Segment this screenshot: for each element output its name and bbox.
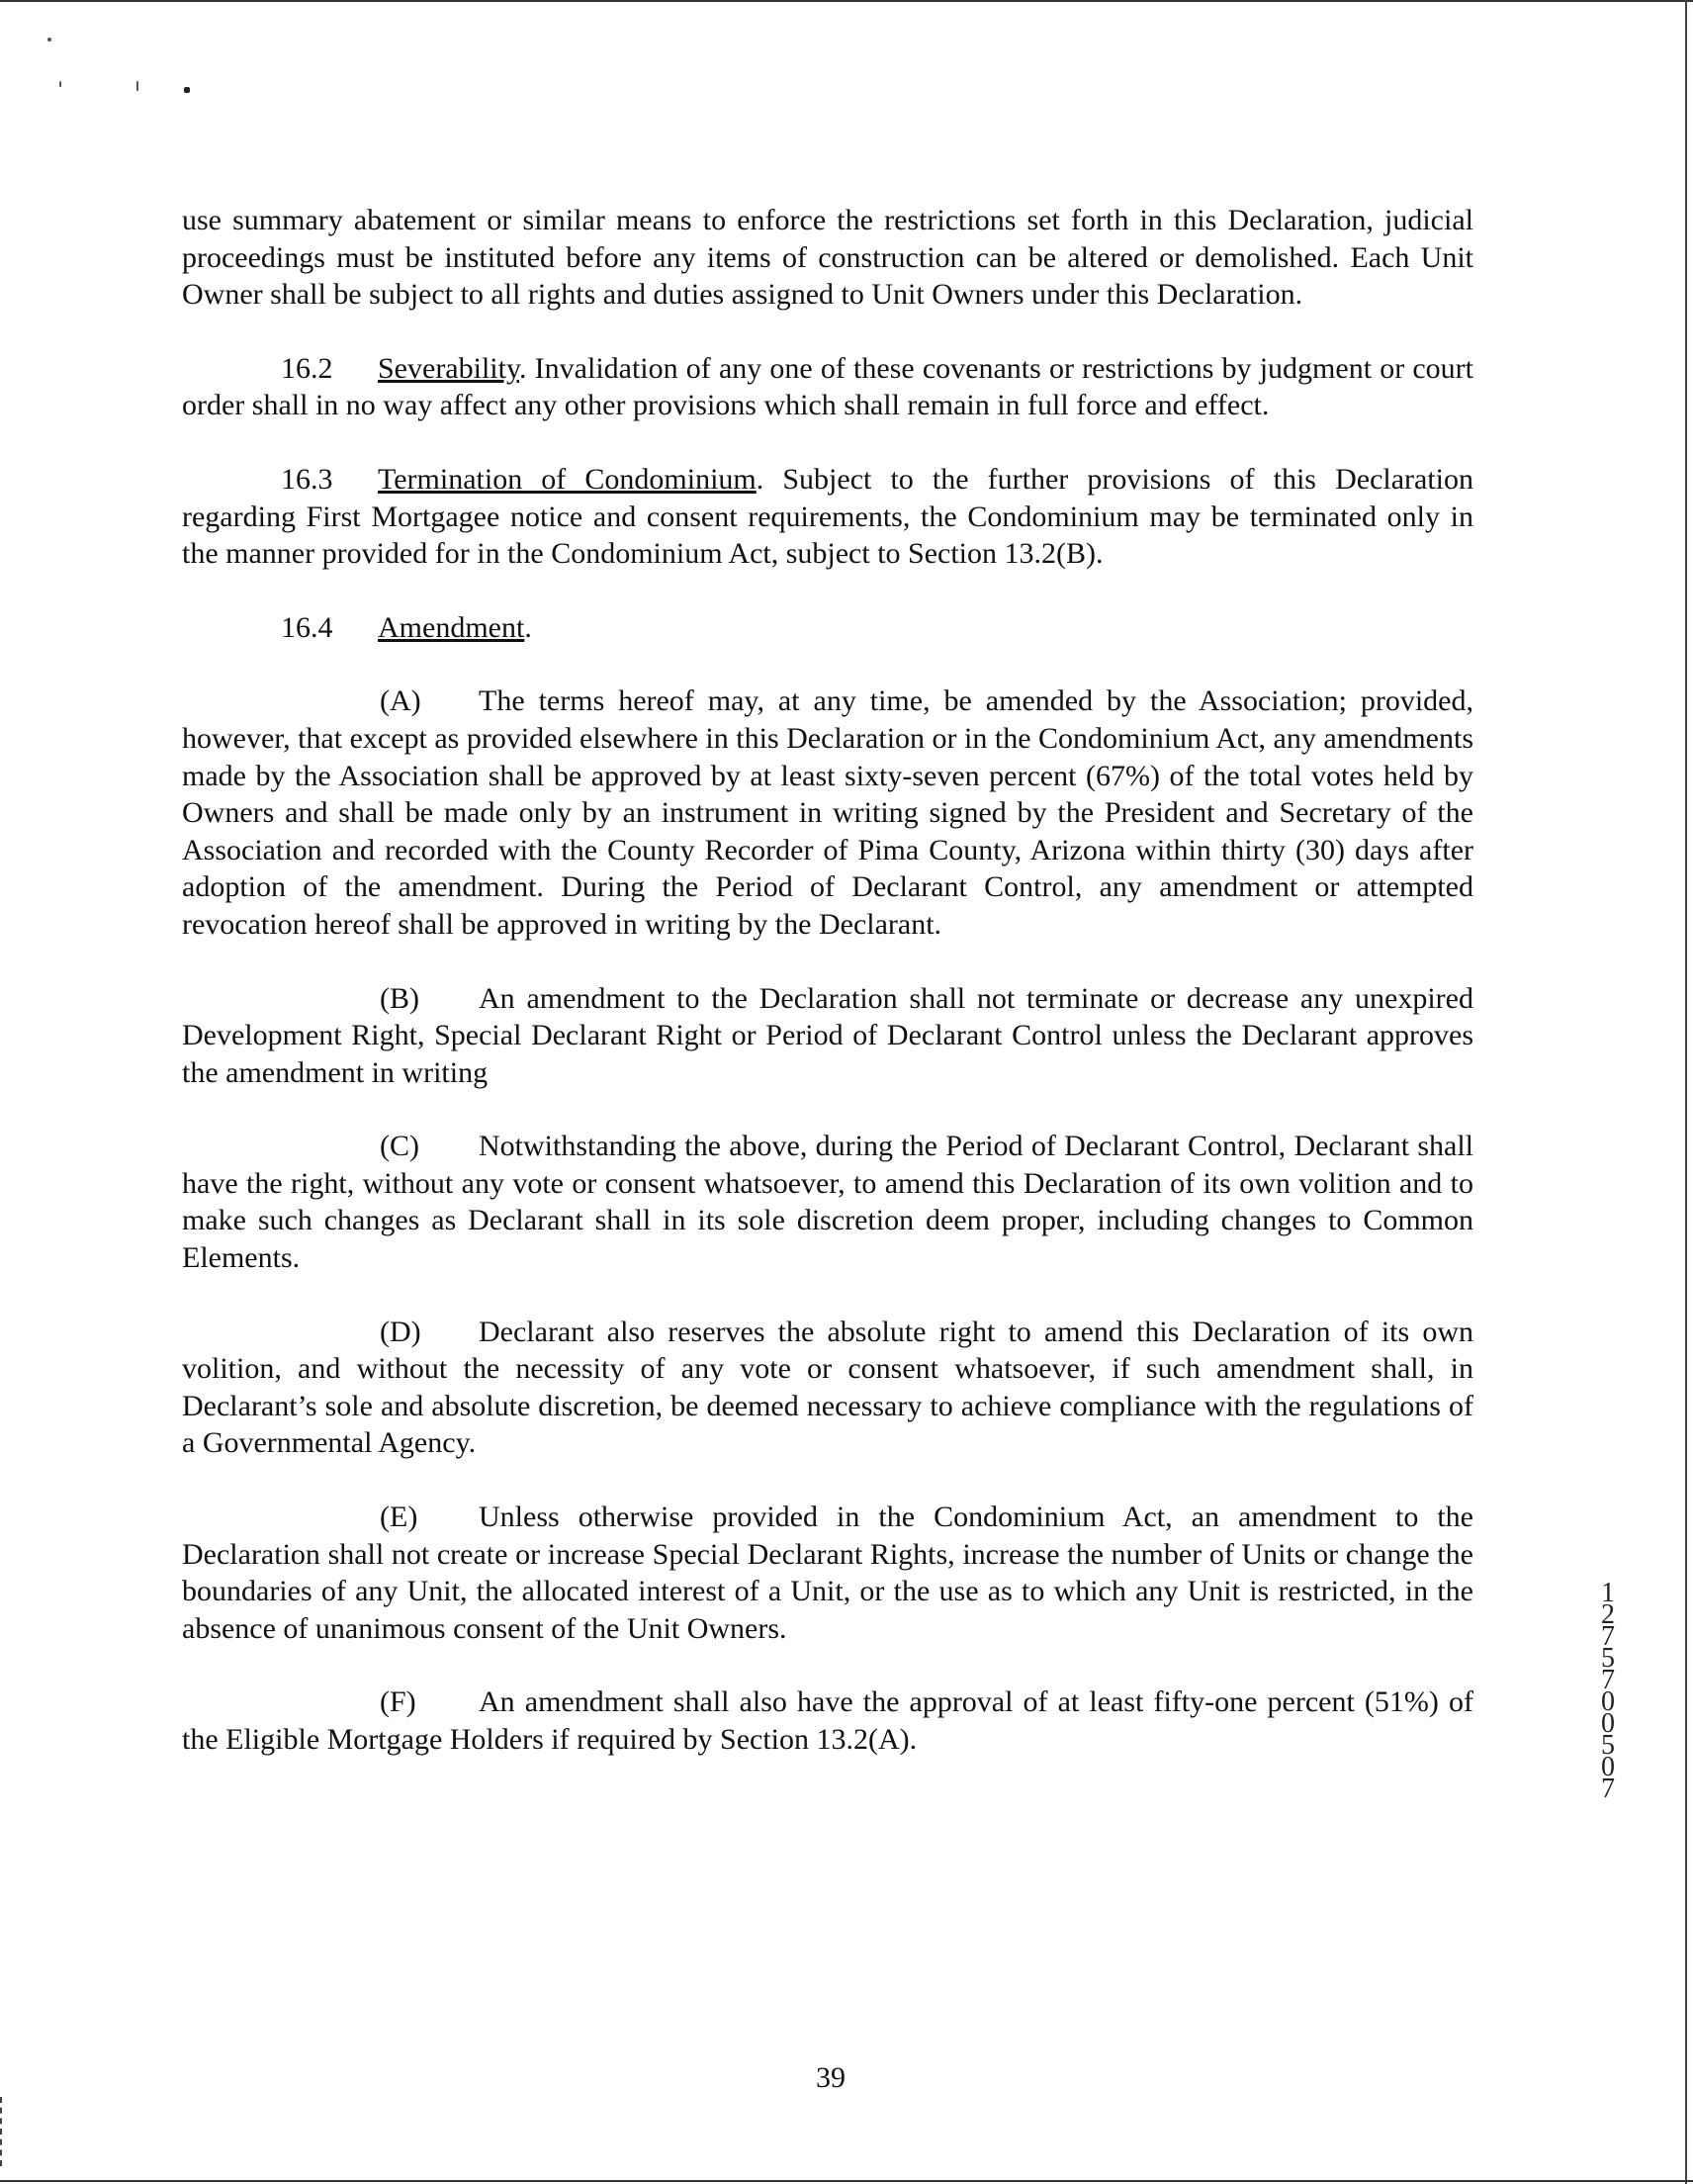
subsection-b [182,980,1473,1092]
subsection-f [182,1684,1473,1758]
section-text: . [524,610,532,644]
section-number: 16.3 [281,462,333,496]
section-heading: Severability [378,351,520,385]
scan-bottom-border [0,2180,1693,2182]
subsection-label: (D) [380,1315,421,1348]
subsection-label: (B) [380,981,419,1015]
section-text: . Invalidation of any one of these covenants or restrictions by judgment or court order shall in no way affect any other provisions which shall remain in full force and effect. [182,351,1473,422]
subsection-a [182,682,1473,943]
section-number: 16.2 [281,351,333,385]
scan-top-border [0,0,1693,2]
section-text: . Subject to the further provisions of this Declaration regarding First Mortgagee notice and consent requirements, the Condominium may be terminated only in the manner provided for in the Condominium Act, subject to Section 13.2(B). [182,462,1474,571]
subsection-text: The terms hereof may, at any time, be amended by the Association; provided, however, that except as provided elsewhere in this Declaration or in the Condominium Act, any amendments made by the Association shall be approved by at least sixty-seven percent (67%) of the total votes held by Owners and shall be made only by an instrument in writing signed by the President and Secretary of the Association and recorded with the County Recorder of Pima County, Arizona within thirty (30) days after adoption of the amendment. During the Period of Declarant Control, any amendment or attempted revocation hereof shall be approved in writing by the Declarant. [182,684,1473,941]
scan-speck [136,81,138,91]
scan-left-edge-mark [0,2097,2,2166]
scan-speck [47,38,51,42]
subsection-label: (E) [380,1501,418,1534]
paragraph-continuation: use summary abatement or similar means to enforce the restrictions set forth in this Declaration, judicial proceedings must be instituted before any items of construction can be altered or demolished. Each Unit Owner shall be subject to all rights and duties assigned to Unit Owners under this Declaration. [182,204,1473,312]
scan-right-border [1685,0,1687,2184]
subsection-text: Unless otherwise provided in the Condominium Act, an amendment to the Declaration shall not create or increase Special Declarant Rights, increase the number of Units or change the boundaries of any Unit, the allocated interest of a Unit, or the use as to which any Unit is restricted, in the absence of unanimous consent of the Unit Owners. [182,1501,1473,1645]
subsection-text: Declarant also reserves the absolute right to amend this Declaration of its own volition, and without the necessity of any vote or consent whatsoever, if such amendment shall, in Declarant’s sole and absolute discretion, be deemed necessary to achieve compliance with the regulations of a Governmental Agency. [182,1315,1473,1460]
section-heading: Termination of Condominium [378,462,757,496]
subsection-text: An amendment shall also have the approval of at least fifty-one percent (51%) of the Eligible Mortgage Holders if required by Section 13.2(A). [182,1685,1473,1756]
recording-number-stamp: 12757 00507 [1601,1578,1615,1804]
document-body [182,202,1473,1795]
subsection-text: An amendment to the Declaration shall not terminate or decrease any unexpired Development Right, Special Declarant Right or Period of Declarant Control unless the Declarant approves the amendment in writing [182,981,1473,1089]
subsection-label: (A) [380,684,421,718]
section-number: 16.4 [281,610,333,644]
scan-speck [184,87,190,93]
section-heading: Amendment [378,610,525,644]
subsection-e [182,1499,1473,1647]
subsection-d [182,1314,1473,1462]
subsection-text: Notwithstanding the above, during the Period of Declarant Control, Declarant shall have the right, without any vote or consent whatsoever, to amend this Declaration of its own volition and to make such changes as Declarant shall in its sole discretion deem proper, including changes to Common Elements. [182,1130,1473,1275]
section-16-4 [182,609,1473,647]
section-16-2 [182,350,1473,424]
subsection-c [182,1128,1473,1276]
section-16-3 [182,461,1473,573]
subsection-label: (F) [380,1685,416,1719]
subsection-label: (C) [380,1130,419,1163]
page-number: 39 [816,2061,846,2094]
scan-speck [59,81,61,87]
